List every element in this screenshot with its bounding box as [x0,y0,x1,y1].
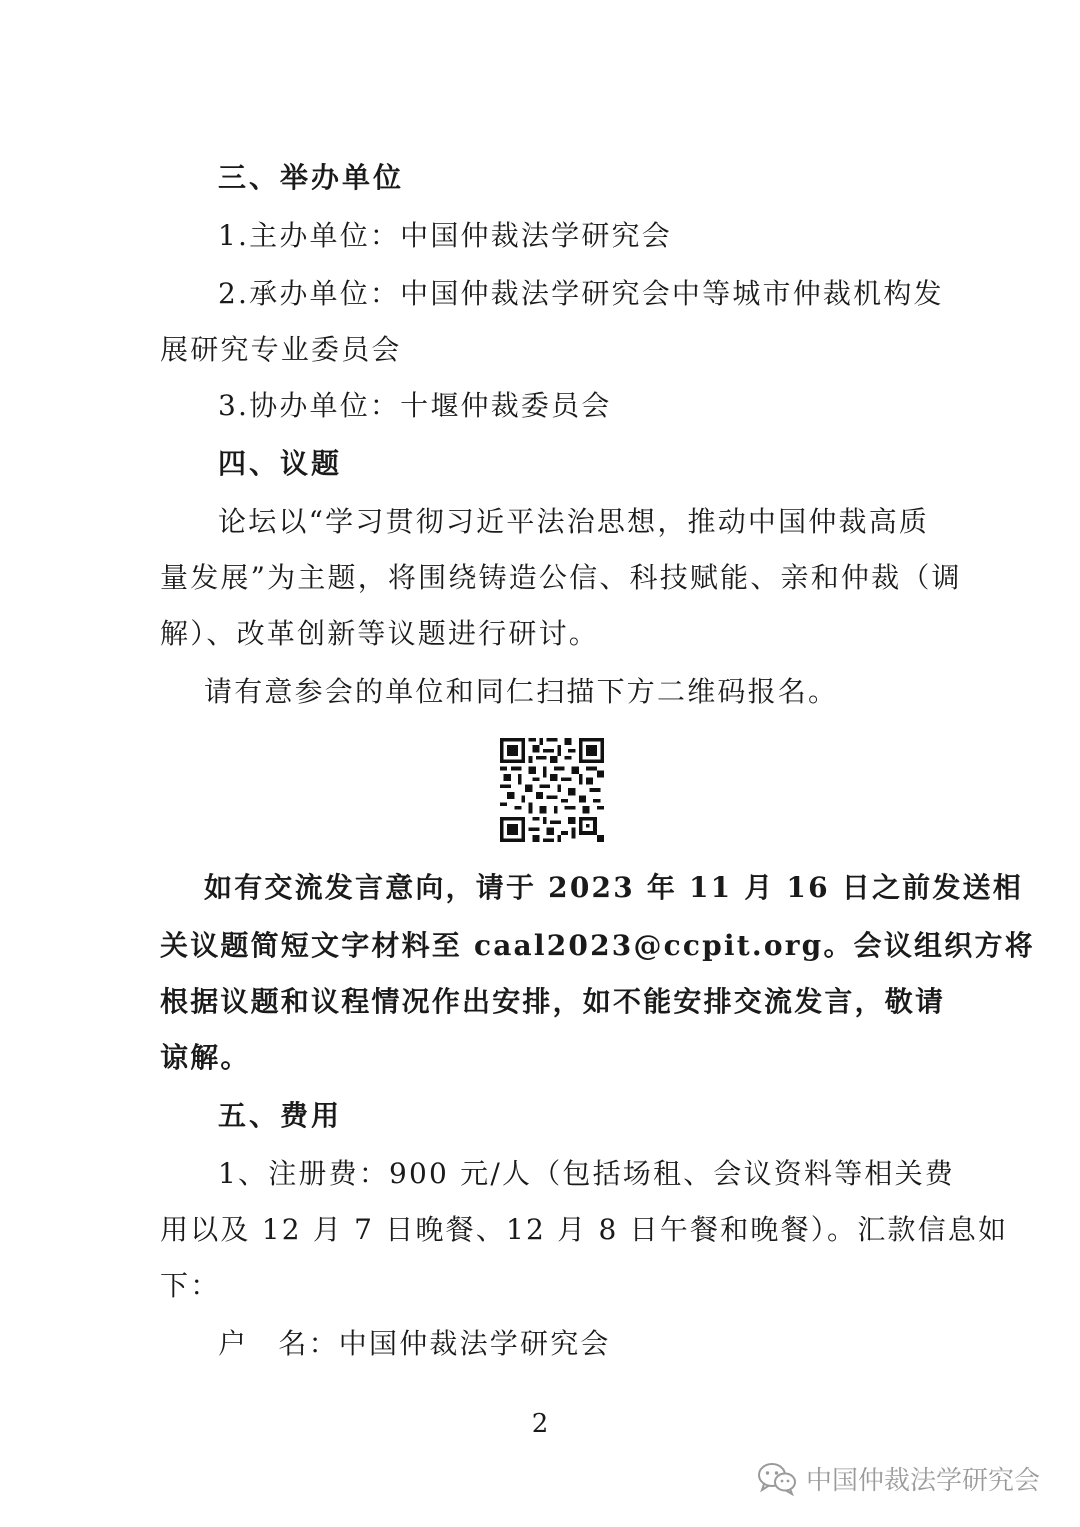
speech-notice-line2: 关议题简短文字材料至 caal2023@ccpit.org。会议组织方将 [160,929,1035,962]
watermark-text: 中国仲裁法学研究会 [806,1465,1041,1496]
topics-paragraph-line3: 解）、改革创新等议题进行研讨。 [160,617,600,650]
speech-notice-line1: 如有交流发言意向，请于 2023 年 11 月 16 日之前发送相 [204,871,1023,904]
section-heading-organizers: 三、举办单位 [218,161,405,194]
organizer-unit-line1: 2.承办单位：中国仲裁法学研究会中等城市仲裁机构发 [218,277,944,310]
organizer-unit-line2: 展研究专业委员会 [160,333,402,366]
registration-fee-line1: 1、注册费：900 元/人（包括场租、会议资料等相关费 [218,1157,955,1190]
speech-notice-line4: 谅解。 [160,1041,251,1074]
signup-instruction: 请有意参会的单位和同仁扫描下方二维码报名。 [204,675,839,708]
account-name: 户 名：中国仲裁法学研究会 [218,1327,611,1360]
topics-paragraph-line1: 论坛以“学习贯彻习近平法治思想，推动中国仲裁高质 [218,505,930,538]
section-heading-fees: 五、费用 [218,1099,343,1132]
registration-fee-line3: 下： [160,1269,221,1302]
co-organizer-unit: 3.协办单位：十堰仲裁委员会 [218,389,612,422]
section-heading-topics: 四、议题 [218,447,343,480]
registration-fee-line2: 用以及 12 月 7 日晚餐、12 月 8 日午餐和晚餐）。汇款信息如 [160,1213,1009,1246]
watermark [756,1456,1040,1500]
host-unit: 1.主办单位：中国仲裁法学研究会 [218,219,672,252]
page-number: 2 [531,1409,549,1439]
wechat-icon [756,1460,798,1496]
speech-notice-line3: 根据议题和议程情况作出安排，如不能安排交流发言，敬请 [160,985,946,1018]
topics-paragraph-line2: 量发展”为主题，将围绕铸造公信、科技赋能、亲和仲裁（调 [160,561,962,594]
qr-code-icon[interactable] [498,738,606,842]
